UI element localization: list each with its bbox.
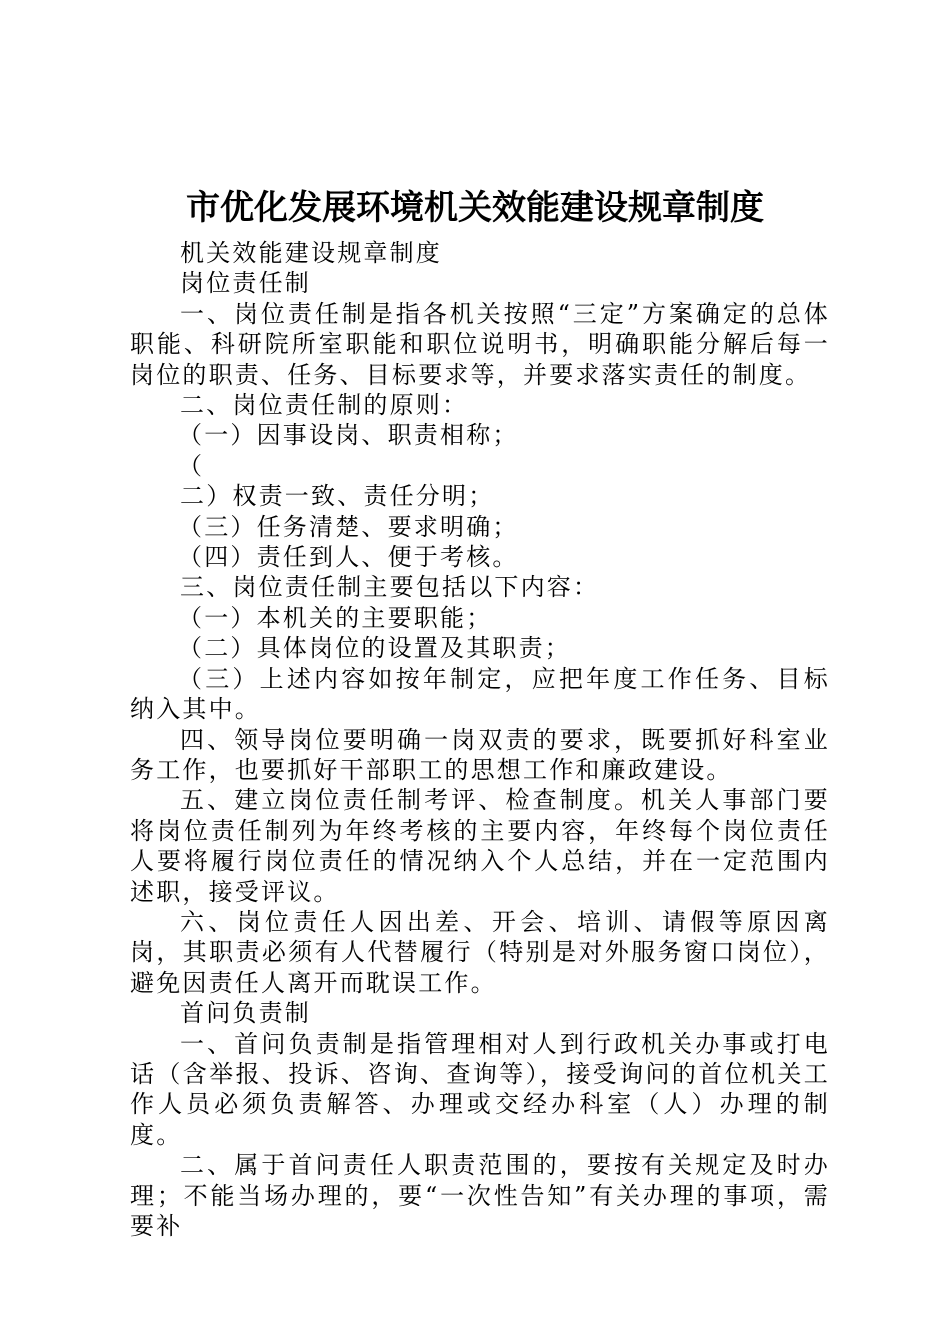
list-item: （一）本机关的主要职能； [178, 603, 493, 632]
paragraph: 五、建立岗位责任制考评、检查制度。机关人事部门要将岗位责任制列为年终考核的主要内容，年终每个岗位责任人要将履行岗位责任的情况纳入个人总结，并在一定范围内述职，接受评议。 [130, 786, 830, 906]
list-item: （ [178, 451, 205, 480]
paragraph: 四、领导岗位要明确一岗双责的要求，既要抓好科室业务工作，也要抓好干部职工的思想工作和廉政建设。 [130, 725, 830, 784]
paragraph: 一、岗位责任制是指各机关按照“三定”方案确定的总体职能、科研院所室职能和职位说明书，明确职能分解后每一岗位的职责、任务、目标要求等，并要求落实责任的制度。 [130, 299, 830, 389]
paragraph: 六、岗位责任人因出差、开会、培训、请假等原因离岗，其职责必须有人代替履行（特别是对外服务窗口岗位），避免因责任人离开而耽误工作。 [130, 907, 830, 997]
paragraph: 一、首问负责制是指管理相对人到行政机关办事或打电话（含举报、投诉、咨询、查询等），接受询问的首位机关工作人员必须负责解答、办理或交经办科室（人）办理的制度。 [130, 1029, 830, 1149]
paragraph: 二、岗位责任制的原则： [180, 391, 469, 420]
section-heading-post-responsibility: 岗位责任制 [180, 269, 311, 298]
list-item: 二）权责一致、责任分明； [180, 482, 495, 511]
list-item: （三）任务清楚、要求明确； [178, 512, 519, 541]
paragraph: 二、属于首问责任人职责范围的，要按有关规定及时办理；不能当场办理的，要“一次性告知”有关办理的事项，需要补 [130, 1151, 830, 1240]
list-item: （三）上述内容如按年制定，应把年度工作任务、目标纳入其中。 [130, 664, 830, 724]
document-title: 市优化发展环境机关效能建设规章制度 [186, 188, 764, 228]
document-body [130, 238, 830, 1241]
paragraph: 三、岗位责任制主要包括以下内容： [180, 573, 600, 602]
list-item: （一）因事设岗、职责相称； [178, 421, 519, 450]
list-item: （二）具体岗位的设置及其职责； [178, 634, 571, 663]
section-heading-first-inquiry: 首问负责制 [180, 999, 311, 1028]
list-item: （四）责任到人、便于考核。 [178, 543, 519, 572]
paragraph-subtitle: 机关效能建设规章制度 [180, 239, 442, 267]
